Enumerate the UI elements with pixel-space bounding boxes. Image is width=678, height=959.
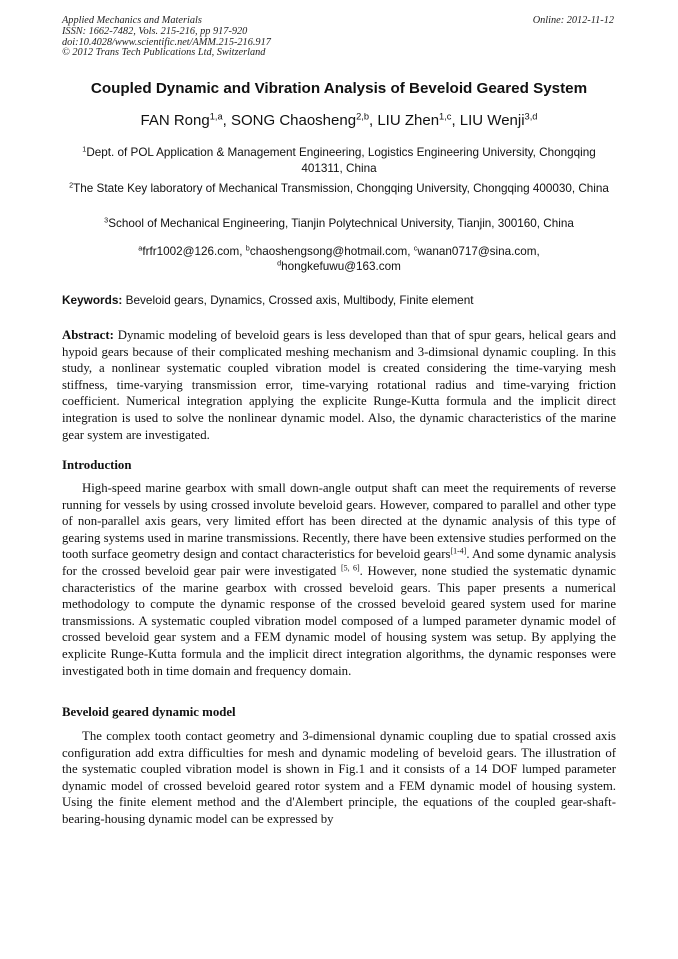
intro-text-3: . However, none studied the systematic dynamic characteristics of the marine gearbox with crossed beveloid gears. This paper presents a numerical methodology to compute the dynamic response of the crossed beveloid geared system used for marine transmissions. A systematic coupled vibration model composed of a lumped parameter dynamic model of crossed beveloid gear system and a FEM dynamic model of housing system was setup. By applying the explicite Runge-Kutta formula and the implicit direct integration algorithms, the dynamic responses were investigated both in time domain and frequency domain. — [62, 563, 616, 678]
paper-title: Coupled Dynamic and Vibration Analysis of Beveloid Geared System — [90, 80, 588, 97]
author-sup: 2,b — [356, 111, 369, 122]
online-date: Online: 2012-11-12 — [532, 15, 614, 26]
model-section-heading: Beveloid geared dynamic model — [62, 705, 236, 719]
introduction-paragraph — [62, 480, 616, 679]
author-name: LIU Wenji — [459, 112, 525, 129]
journal-name: Applied Mechanics and Materials — [62, 15, 202, 26]
author-name: SONG Chaosheng — [230, 112, 357, 129]
affiliation-text: School of Mechanical Engineering, Tianjin Polytechnical University, Tianjin, 300160, China — [108, 217, 574, 230]
author-name: LIU Zhen — [377, 112, 440, 129]
intro-text-2: . And some dynamic analysis for the crossed beveloid gear pair were investigated — [62, 547, 616, 578]
keywords — [62, 293, 616, 307]
author-list: FAN Rong$^{1,a}$, SONG Chaosheng$^{2,b}$, LIU Zhen$^{1,c}$, LIU Wenji$^{3,d}$ — [140, 111, 538, 129]
author-sup: 1,c — [439, 111, 452, 122]
author-sup: 1,a — [209, 111, 223, 122]
doi-line[interactable]: doi:10.4028/www.scientific.net/AMM.215-216.917 — [62, 36, 271, 48]
email-sup: a — [138, 243, 143, 253]
citation-ref: [5, 6] — [340, 563, 360, 573]
affiliation-3 — [62, 216, 616, 232]
email-sup: c — [413, 243, 418, 253]
email-address[interactable]: hongkefuwu@163.com — [281, 260, 401, 273]
affiliation-sup: 3 — [104, 215, 109, 225]
intro-text-1: High-speed marine gearbox with small down-angle output shaft can meet the requirements of reverse running for vessels by using crossed involute beveloid gears. However, compared to parallel and other type of non-parallel axis gears, very limited effort has been directed at the dynamic analysis of this type of gearing systems used in marine transmissions. Recently, there have been extensive studies performed on the tooth surface geometry design and contact characteristics for beveloid gears — [62, 481, 616, 562]
affiliation-sup: 1 — [82, 144, 87, 154]
model-section-paragraph: The complex tooth contact geometry and 3-dimensional dynamic coupling due to spatial crossed axis configuration add extra difficulties for mesh and dynamic modeling of beveloid gears. The illustration of the systematic coupled vibration model is shown in Fig.1 and it consists of a 14 DOF lumped parameter dynamic model of crossed beveloid geared rotor system and a FEM dynamic model of housing system. Using the finite element method and the d'Alembert principle, the equations of the coupled gear-shaft-bearing-housing dynamic model can be expressed by — [62, 729, 616, 826]
email-address[interactable]: chaoshengsong@hotmail.com, — [249, 245, 411, 258]
keywords-label: Keywords: — [62, 293, 123, 307]
email-sup: d — [277, 258, 282, 268]
affiliation-text: The State Key laboratory of Mechanical Transmission, Chongqing University, Chongqing 400030, China — [73, 182, 609, 195]
citation-ref: [1-4] — [450, 546, 467, 556]
author-sup: 3,d — [524, 111, 538, 122]
abstract-label: Abstract: — [62, 328, 114, 342]
copyright-line: © 2012 Trans Tech Publications Ltd, Switzerland — [62, 47, 266, 59]
author-name: FAN Rong — [140, 112, 210, 129]
affiliation-sup: 2 — [69, 180, 74, 190]
affiliation-2 — [62, 181, 616, 197]
keywords-text: Beveloid gears, Dynamics, Crossed axis, Multibody, Finite element — [125, 293, 474, 307]
journal-header — [62, 16, 614, 59]
email-sup: b — [245, 243, 250, 253]
abstract-text: Dynamic modeling of beveloid gears is less developed than that of spur gears, helical gears and hypoid gears because of their complicated meshing mechanism and 3-dimsional dynamic coupling. In this study, a nonlinear systematic coupled vibration model is created considering the time-varying mesh stiffness, time-varying transmission error, time-varying rotational radius and time-varying friction coefficient. Numerical integration applying the explicite Runge-Kutta formula and the implicit direct integration is used to solve the nonlinear dynamic model. Also, the dynamic characteristics of the marine gear system are investigated. — [62, 328, 616, 442]
introduction-heading: Introduction — [62, 458, 132, 472]
affiliation-1 — [62, 145, 616, 177]
affiliation-text: Dept. of POL Application & Management Engineering, Logistics Engineering University, Chongqing 401311, China — [86, 146, 596, 175]
email-address[interactable]: frfr1002@126.com, — [142, 245, 243, 258]
issn-line: ISSN: 1662-7482, Vols. 215-216, pp 917-920 — [62, 25, 248, 37]
abstract — [62, 327, 616, 443]
email-address[interactable]: wanan0717@sina.com, — [417, 245, 540, 258]
email-list — [62, 244, 616, 274]
